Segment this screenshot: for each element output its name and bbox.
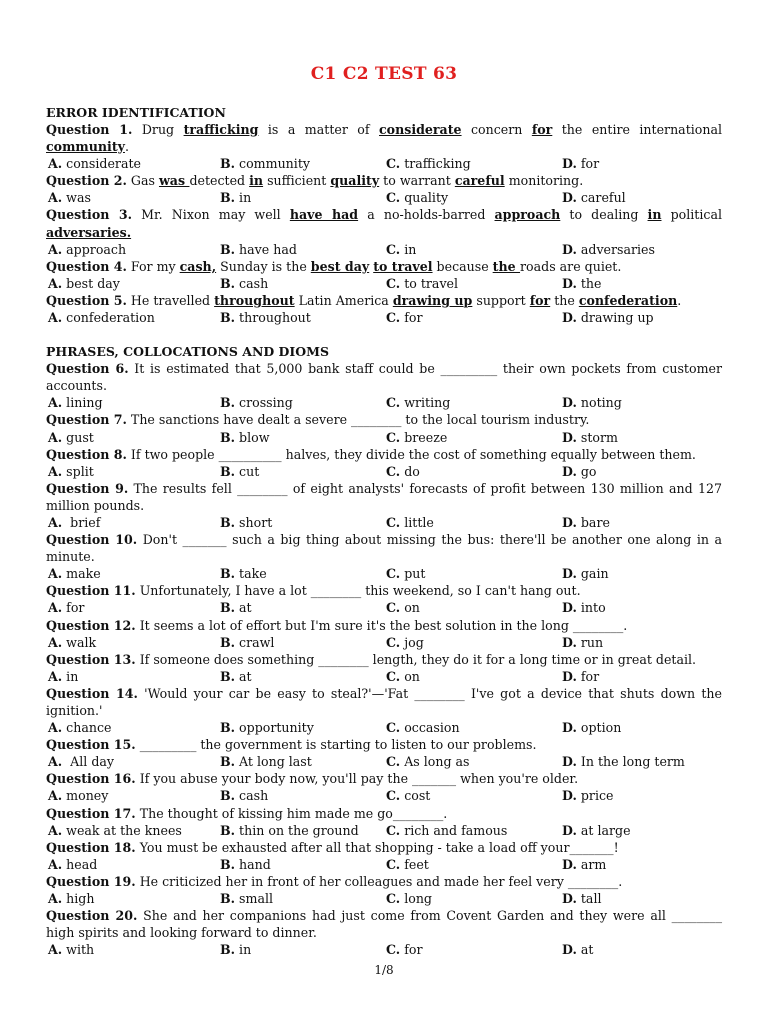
question-9: Question 9. The results fell ________ of eight analysts' forecasts of profit between 130 million and 127 million pounds. xyxy=(46,480,722,513)
option-c[interactable]: C. trafficking xyxy=(386,156,471,172)
option-c[interactable]: C. jog xyxy=(386,634,424,650)
option-a[interactable]: A. head xyxy=(48,856,98,872)
option-d[interactable]: D. run xyxy=(562,634,604,650)
option-c[interactable]: C. for xyxy=(386,942,423,958)
option-a[interactable]: A. walk xyxy=(48,634,97,650)
options-20 xyxy=(46,941,722,958)
option-b[interactable]: B. cash xyxy=(220,788,269,804)
option-a[interactable]: A. All day xyxy=(48,754,115,770)
options-8 xyxy=(46,463,722,480)
option-d[interactable]: D. for xyxy=(562,156,600,172)
option-c[interactable]: C. to travel xyxy=(386,275,459,291)
options-16 xyxy=(46,787,722,804)
options-9 xyxy=(46,514,722,531)
options-6 xyxy=(46,394,722,411)
question-10: Question 10. Don't _______ such a big thing about missing the bus: there'll be another one along in a minute. xyxy=(46,532,722,565)
option-a[interactable]: A. weak at the knees xyxy=(48,822,182,838)
question-4: Question 4. For my cash, Sunday is the best day to travel because the roads are quiet. xyxy=(46,258,622,274)
option-b[interactable]: B. in xyxy=(220,190,252,206)
question-2: Question 2. Gas was detected in sufficient quality to warrant careful monitoring. xyxy=(46,173,584,189)
option-b[interactable]: B. crawl xyxy=(220,634,275,650)
question-6: Question 6. It is estimated that 5,000 bank staff could be _________ their own pockets from customer accounts. xyxy=(46,361,722,394)
option-a[interactable]: A. split xyxy=(48,463,94,479)
option-c[interactable]: C. breeze xyxy=(386,429,448,445)
options-18 xyxy=(46,856,722,873)
option-a[interactable]: A. was xyxy=(48,190,91,206)
option-c[interactable]: C. on xyxy=(386,668,420,684)
options-11 xyxy=(46,599,722,616)
page-title: C1 C2 TEST 63 xyxy=(310,64,458,84)
question-15: Question 15. _________ the government is starting to listen to our problems. xyxy=(46,737,537,753)
question-12: Question 12. It seems a lot of effort but I'm sure it's the best solution in the long ________. xyxy=(46,617,628,633)
spacer xyxy=(46,326,722,343)
option-a[interactable]: A. money xyxy=(48,788,109,804)
option-a[interactable]: A. considerate xyxy=(48,156,141,172)
question-17: Question 17. The thought of kissing him made me go________. xyxy=(46,805,448,821)
options-3 xyxy=(46,241,722,258)
options-7 xyxy=(46,429,722,446)
option-d[interactable]: D. at xyxy=(562,942,594,958)
question-19: Question 19. He criticized her in front of her colleagues and made her feel very ________. xyxy=(46,873,623,889)
option-b[interactable]: B. opportunity xyxy=(220,720,314,736)
question-13: Question 13. If someone does something ________ length, they do it for a long time or in great detail. xyxy=(46,651,697,667)
section-heading-phrases-collocations: PHRASES, COLLOCATIONS AND DIOMS xyxy=(46,344,330,360)
option-a[interactable]: A. make xyxy=(48,566,101,582)
question-16: Question 16. If you abuse your body now, you'll pay the _______ when you're older. xyxy=(46,771,579,787)
option-c[interactable]: C. do xyxy=(386,463,420,479)
option-c[interactable]: C. quality xyxy=(386,190,449,206)
section-heading-error-identification: ERROR IDENTIFICATION xyxy=(46,105,226,120)
option-a[interactable]: A. high xyxy=(48,891,95,907)
option-b[interactable]: B. take xyxy=(220,566,267,582)
options-5 xyxy=(46,309,722,326)
question-3: Question 3. Mr. Nixon may well have had a no-holds-barred approach to dealing in political adversaries. xyxy=(46,207,722,240)
option-d[interactable]: D. into xyxy=(562,600,606,616)
question-18: Question 18. You must be exhausted after all that shopping - take a load off your_______! xyxy=(46,839,619,855)
option-d[interactable]: D. careful xyxy=(562,190,626,206)
option-d[interactable]: D. option xyxy=(562,720,622,736)
option-b[interactable]: B. thin on the ground xyxy=(220,822,359,838)
option-b[interactable]: B. in xyxy=(220,942,252,958)
question-7: Question 7. The sanctions have dealt a severe ________ to the local tourism industry. xyxy=(46,412,590,428)
option-d[interactable]: D. storm xyxy=(562,429,618,445)
options-13 xyxy=(46,668,722,685)
option-d[interactable]: D. tall xyxy=(562,891,602,907)
option-a[interactable]: A. gust xyxy=(48,429,94,445)
option-a[interactable]: A. lining xyxy=(48,395,103,411)
option-d[interactable]: D. drawing up xyxy=(562,310,654,326)
option-b[interactable]: B. throughout xyxy=(220,310,311,326)
option-d[interactable]: D. at large xyxy=(562,822,631,838)
options-17 xyxy=(46,822,722,839)
option-b[interactable]: B. cut xyxy=(220,463,260,479)
option-d[interactable]: D. price xyxy=(562,788,614,804)
options-15 xyxy=(46,753,722,770)
option-c[interactable]: C. on xyxy=(386,600,420,616)
option-a[interactable]: A. confederation xyxy=(48,310,155,326)
options-12 xyxy=(46,634,722,651)
options-2 xyxy=(46,189,722,206)
options-4 xyxy=(46,275,722,292)
test-page xyxy=(46,60,722,958)
option-b[interactable]: B. short xyxy=(220,514,273,530)
option-a[interactable]: A. approach xyxy=(48,241,127,257)
option-d[interactable]: D. bare xyxy=(562,514,610,530)
option-b[interactable]: B. crossing xyxy=(220,395,293,411)
option-b[interactable]: B. small xyxy=(220,891,274,907)
question-20: Question 20. She and her companions had just come from Covent Garden and they were all ________ high spirits and looking forward to dinner. xyxy=(46,908,723,941)
option-c[interactable]: C. feet xyxy=(386,856,429,872)
question-11: Question 11. Unfortunately, I have a lot ________ this weekend, so I can't hang out. xyxy=(46,583,581,599)
option-a[interactable]: A. for xyxy=(48,600,85,616)
option-d[interactable]: D. noting xyxy=(562,395,622,411)
option-c[interactable]: C. for xyxy=(386,310,423,326)
option-c[interactable]: C. cost xyxy=(386,788,431,804)
option-d[interactable]: D. gain xyxy=(562,566,609,582)
option-d[interactable]: D. adversaries xyxy=(562,241,655,257)
option-b[interactable]: B. hand xyxy=(220,856,271,872)
question-5: Question 5. He travelled throughout Latin America drawing up support for the confederation. xyxy=(46,292,682,308)
option-a[interactable]: A. chance xyxy=(48,720,112,736)
question-14: Question 14. 'Would your car be easy to steal?'—'Fat ________ I've got a device that shuts down the ignition.' xyxy=(46,685,722,718)
option-c[interactable]: C. put xyxy=(386,566,426,582)
option-d[interactable]: D. arm xyxy=(562,856,607,872)
option-b[interactable]: B. at xyxy=(220,668,252,684)
option-a[interactable]: A. brief xyxy=(48,514,101,530)
option-b[interactable]: B. at xyxy=(220,600,252,616)
option-b[interactable]: B. At long last xyxy=(220,754,312,770)
option-a[interactable]: A. with xyxy=(48,942,95,958)
option-c[interactable]: C. rich and famous xyxy=(386,822,508,838)
question-8: Question 8. If two people __________ halves, they divide the cost of something equally between them. xyxy=(46,446,696,462)
option-a[interactable]: A. in xyxy=(48,668,79,684)
option-c[interactable]: C. occasion xyxy=(386,720,460,736)
option-b[interactable]: B. cash xyxy=(220,275,269,291)
option-b[interactable]: B. have had xyxy=(220,241,297,257)
options-14 xyxy=(46,719,722,736)
option-b[interactable]: B. blow xyxy=(220,429,270,445)
option-c[interactable]: C. writing xyxy=(386,395,451,411)
option-b[interactable]: B. community xyxy=(220,156,310,172)
option-d[interactable]: D. the xyxy=(562,275,602,291)
option-c[interactable]: C. long xyxy=(386,891,432,907)
page-number: 1/8 xyxy=(374,963,394,977)
options-10 xyxy=(46,565,722,582)
option-d[interactable]: D. for xyxy=(562,668,600,684)
options-1 xyxy=(46,155,722,172)
option-d[interactable]: D. In the long term xyxy=(562,754,685,770)
option-c[interactable]: C. little xyxy=(386,514,434,530)
option-c[interactable]: C. in xyxy=(386,241,417,257)
options-19 xyxy=(46,890,722,907)
option-a[interactable]: A. best day xyxy=(48,275,120,291)
option-c[interactable]: C. As long as xyxy=(386,754,470,770)
option-d[interactable]: D. go xyxy=(562,463,597,479)
question-1: Question 1. Drug trafficking is a matter of considerate concern for the entire international community. xyxy=(46,122,723,155)
